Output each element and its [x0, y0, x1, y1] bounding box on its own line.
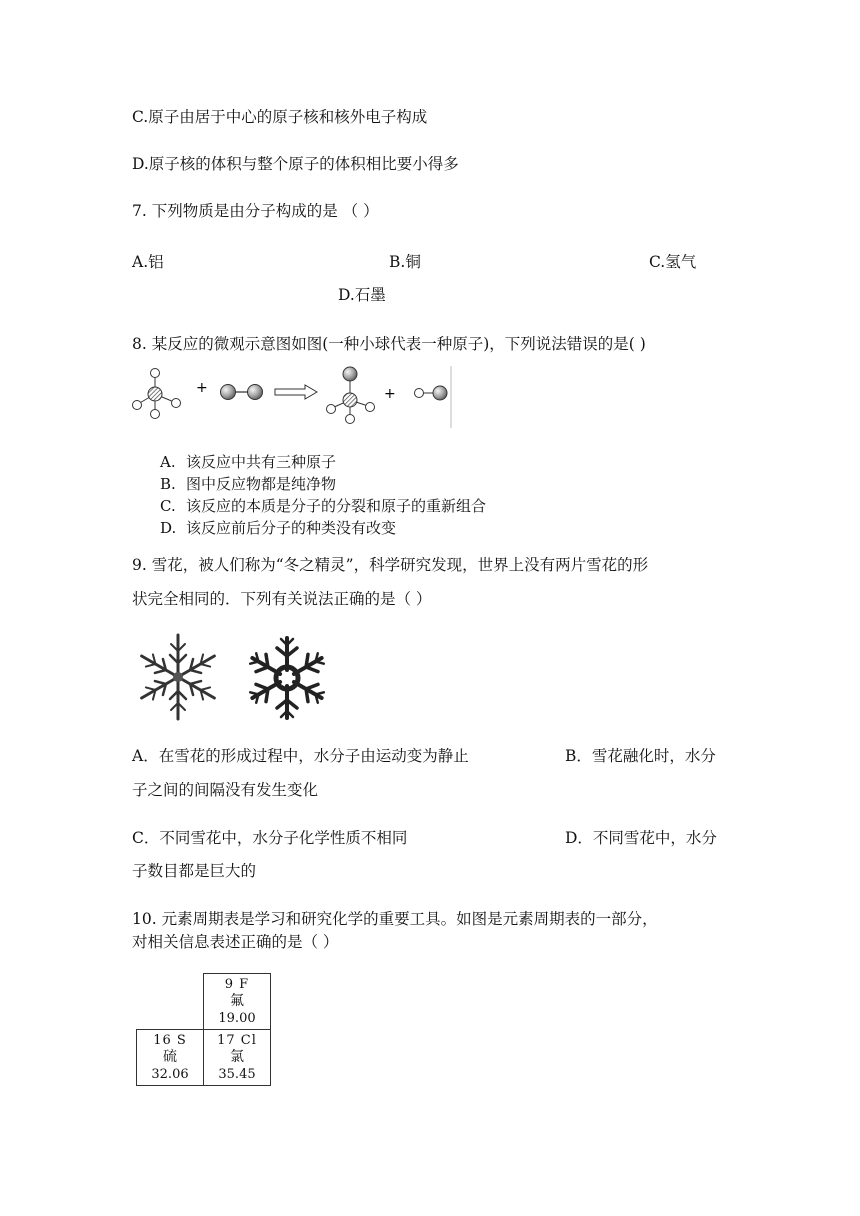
reactant-molecule-1 — [133, 369, 181, 419]
snowflake-image-1 — [130, 632, 226, 722]
question-9-stem-line-1: 9. 雪花，被人们称为“冬之精灵”，科学研究发现，世界上没有两片雪花的形 — [132, 556, 649, 574]
question-8-stem: 8. 某反应的微观示意图如图(一种小球代表一种原子)，下列说法错误的是( ) — [132, 335, 646, 353]
question-9-stem-line-2: 状完全相同的．下列有关说法正确的是（ ） — [132, 590, 432, 608]
question-9-option-d: D．不同雪花中，水分 — [565, 829, 717, 847]
element-cell-chlorine: 17 Cl 氯 35.45 — [204, 1030, 271, 1086]
question-7-option-d: D.石墨 — [338, 286, 386, 304]
element-cell-fluorine: 9 F 氟 19.00 — [204, 974, 271, 1030]
reaction-diagram — [128, 362, 458, 432]
periodic-table-fragment — [136, 973, 271, 1086]
option-c-previous: C.原子由居于中心的原子核和核外电子构成 — [132, 108, 428, 126]
question-8-option-c: C. 该反应的本质是分子的分裂和原子的重新组合 — [160, 497, 487, 515]
question-10-stem-line-2: 对相关信息表述正确的是（ ） — [132, 933, 339, 951]
question-8-option-a: A. 该反应中共有三种原子 — [160, 453, 337, 471]
question-7-option-c: C.氢气 — [649, 253, 697, 271]
plus-sign-1: + — [196, 380, 208, 396]
plus-sign-2: + — [384, 386, 396, 402]
reactant-molecule-2 — [221, 385, 263, 400]
snowflake-image-2 — [242, 633, 332, 723]
question-8-option-d: D. 该反应前后分子的种类没有改变 — [160, 519, 397, 537]
question-9-option-a: A．在雪花的形成过程中，水分子由运动变为静止 — [132, 747, 469, 765]
question-7-option-a: A.铝 — [132, 253, 164, 271]
question-10-stem-line-1: 10. 元素周期表是学习和研究化学的重要工具。如图是元素周期表的一部分， — [132, 910, 658, 928]
element-cell-sulfur: 16 S 硫 32.06 — [137, 1030, 204, 1086]
product-molecule-1 — [327, 367, 375, 424]
question-9-option-b: B．雪花融化时，水分 — [565, 747, 716, 765]
reaction-arrow — [275, 385, 317, 399]
question-8-option-b: B. 图中反应物都是纯净物 — [160, 475, 337, 493]
question-9-option-c: C．不同雪花中，水分子化学性质不相同 — [132, 829, 408, 847]
question-7-stem: 7. 下列物质是由分子构成的是 （ ） — [132, 202, 379, 220]
question-7-option-b: B.铜 — [389, 253, 421, 271]
product-molecule-2 — [415, 386, 448, 400]
question-9-option-b-continued: 子之间的间隔没有发生变化 — [132, 781, 319, 799]
option-d-previous: D.原子核的体积与整个原子的体积相比要小得多 — [132, 155, 459, 173]
question-9-option-d-continued: 子数目都是巨大的 — [132, 862, 257, 880]
